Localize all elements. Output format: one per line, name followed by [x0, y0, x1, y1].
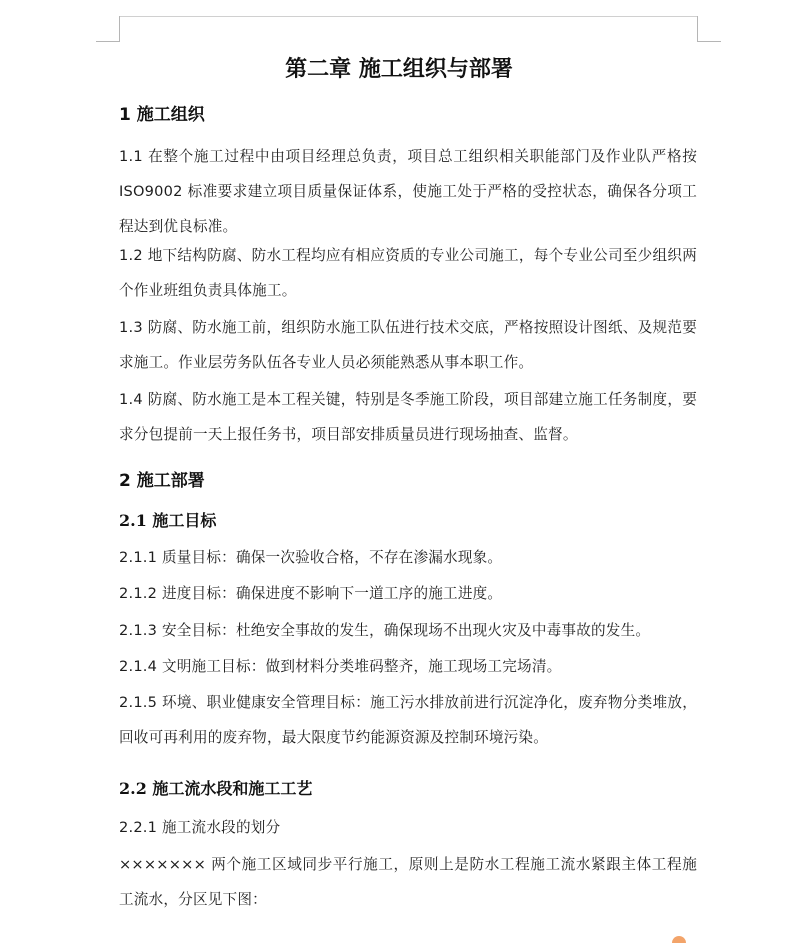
list-item-2-1-5: 2.1.5 环境、职业健康安全管理目标：施工污水排放前进行沉淀净化，废弃物分类堆放，回收可再利用的废弃物，最大限度节约能源资源及控制环境污染。 [119, 694, 697, 746]
paragraph-1-4: 1.4 防腐、防水施工是本工程关键，特别是冬季施工阶段，项目部建立施工任务制度，要求分包提前一天上报任务书，项目部安排质量员进行现场抽查、监督。 [119, 391, 697, 443]
section-2-2-heading: 2.2 施工流水段和施工工艺 [119, 779, 313, 798]
list-item-2-2-1: 2.2.1 施工流水段的划分 [119, 819, 281, 836]
crop-mark-top-left [119, 16, 120, 41]
page-top-edge [119, 16, 698, 17]
crop-mark-top-left-horizontal [96, 41, 120, 42]
chapter-title: 第二章 施工组织与部署 [285, 56, 513, 82]
section-2-1-heading: 2.1 施工目标 [119, 511, 217, 530]
crop-mark-top-right [697, 16, 698, 41]
list-item-2-1-4: 2.1.4 文明施工目标：做到材料分类堆码整齐，施工现场工完场清。 [119, 658, 562, 675]
list-item-2-1-3: 2.1.3 安全目标：杜绝安全事故的发生，确保现场不出现火灾及中毒事故的发生。 [119, 622, 651, 639]
crop-mark-top-right-horizontal [697, 41, 721, 42]
paragraph-1-1: 1.1 在整个施工过程中由项目经理总负责，项目总工组织相关职能部门及作业队严格按 ISO9002 标准要求建立项目质量保证体系，使施工处于严格的受控状态，确保各分项工程达到优良标准。 [119, 148, 697, 235]
section-2-heading: 2 施工部署 [119, 471, 205, 491]
paragraph-1-3: 1.3 防腐、防水施工前，组织防水施工队伍进行技术交底，严格按照设计图纸、及规范要求施工。作业层劳务队伍各专业人员必须能熟悉从事本职工作。 [119, 319, 697, 371]
page-corner-marker [672, 936, 686, 943]
list-item-2-1-2: 2.1.2 进度目标：确保进度不影响下一道工序的施工进度。 [119, 585, 503, 602]
section-1-heading: 1 施工组织 [119, 105, 205, 125]
paragraph-1-2: 1.2 地下结构防腐、防水工程均应有相应资质的专业公司施工，每个专业公司至少组织两个作业班组负责具体施工。 [119, 247, 697, 299]
list-item-2-1-1: 2.1.1 质量目标：确保一次验收合格，不存在渗漏水现象。 [119, 549, 503, 566]
paragraph-2-2-body: ××××××× 两个施工区域同步平行施工，原则上是防水工程施工流水紧跟主体工程施工流水，分区见下图： [119, 856, 697, 908]
